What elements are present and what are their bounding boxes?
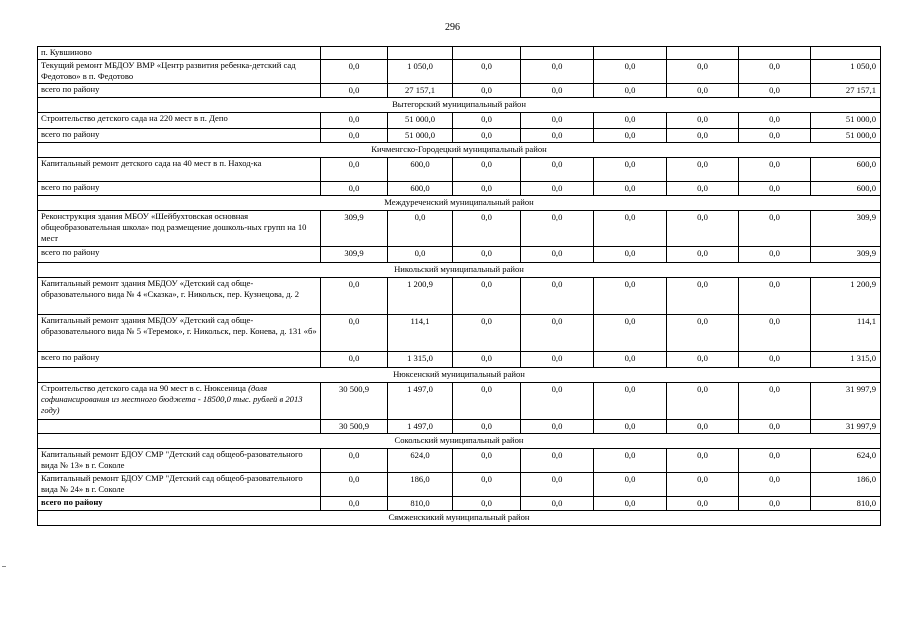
value-cell: 0,0 (594, 60, 667, 84)
budget-table (37, 46, 881, 526)
row-label: Капитальный ремонт БДОУ СМР "Детский сад общеоб-разовательного вида № 24» в г. Соколе (41, 473, 303, 494)
row-label: Реконструкция здания МБОУ «Шейбухтовская основная общеобразовательная школа» под размещение дошколь-ных групп на 10 мест (41, 211, 307, 243)
value-cell: 0,0 (739, 247, 811, 263)
value-cell: 1 200,9 (811, 278, 881, 315)
value-cell: 0,0 (739, 211, 811, 247)
value-cell: 31 997,9 (811, 420, 881, 434)
value-cell: 0,0 (667, 60, 739, 84)
value-cell: 0,0 (453, 158, 521, 182)
district-header-row (38, 263, 881, 278)
district-total-row (38, 420, 881, 434)
district-header-row (38, 98, 881, 113)
value-cell: 0,0 (453, 113, 521, 129)
project-name-cell (38, 473, 321, 497)
value-cell (321, 47, 388, 60)
value-cell: 600,0 (811, 182, 881, 196)
value-cell (594, 47, 667, 60)
value-cell: 0,0 (667, 383, 739, 420)
value-cell: 309,9 (811, 247, 881, 263)
value-cell: 0,0 (453, 497, 521, 511)
value-cell: 1 315,0 (388, 352, 453, 368)
value-cell: 0,0 (521, 60, 594, 84)
value-cell: 0,0 (521, 315, 594, 352)
value-cell: 0,0 (521, 383, 594, 420)
total-label-cell (38, 182, 321, 196)
value-cell: 0,0 (453, 60, 521, 84)
value-cell: 1 050,0 (388, 60, 453, 84)
value-cell: 0,0 (594, 420, 667, 434)
value-cell: 51 000,0 (811, 129, 881, 143)
value-cell: 0,0 (739, 352, 811, 368)
value-cell: 0,0 (321, 60, 388, 84)
row-label: Строительство детского сада на 220 мест в п. Депо (41, 113, 228, 123)
value-cell: 0,0 (321, 129, 388, 143)
district-total-row (38, 129, 881, 143)
district-total-row (38, 497, 881, 511)
value-cell: 0,0 (453, 383, 521, 420)
row-label: всего по району (41, 129, 100, 139)
table-row (38, 113, 881, 129)
table-row (38, 473, 881, 497)
project-name-cell (38, 315, 321, 352)
project-name-cell (38, 278, 321, 315)
value-cell: 0,0 (453, 182, 521, 196)
value-cell: 0,0 (453, 84, 521, 98)
table-row (38, 47, 881, 60)
value-cell: 0,0 (388, 211, 453, 247)
row-label: всего по району (41, 84, 100, 94)
district-total-row (38, 247, 881, 263)
value-cell: 0,0 (453, 352, 521, 368)
value-cell: 51 000,0 (388, 129, 453, 143)
table-row (38, 449, 881, 473)
value-cell: 0,0 (667, 182, 739, 196)
district-name: Междуреченский муниципальный район (38, 196, 881, 211)
value-cell: 0,0 (453, 449, 521, 473)
table-row (38, 211, 881, 247)
value-cell: 0,0 (594, 278, 667, 315)
value-cell: 0,0 (667, 113, 739, 129)
value-cell: 0,0 (521, 182, 594, 196)
value-cell: 0,0 (521, 158, 594, 182)
value-cell: 30 500,9 (321, 420, 388, 434)
value-cell: 600,0 (388, 158, 453, 182)
value-cell: 0,0 (739, 497, 811, 511)
project-name-cell (38, 449, 321, 473)
table-row (38, 278, 881, 315)
value-cell: 0,0 (667, 473, 739, 497)
page-number: 296 (445, 22, 460, 33)
project-name-cell (38, 113, 321, 129)
row-label: Текущий ремонт МБДОУ ВМР «Центр развития ребенка-детский сад Федотово» в п. Федотово (41, 60, 296, 81)
value-cell: 0,0 (521, 473, 594, 497)
value-cell: 0,0 (521, 247, 594, 263)
value-cell: 624,0 (388, 449, 453, 473)
value-cell: 0,0 (667, 315, 739, 352)
value-cell: 0,0 (667, 352, 739, 368)
row-label: Капитальный ремонт БДОУ СМР "Детский сад общеоб-разовательного вида № 13» в г. Соколе (41, 449, 303, 470)
project-name-cell (38, 47, 321, 60)
value-cell: 0,0 (739, 383, 811, 420)
value-cell: 0,0 (739, 158, 811, 182)
district-name: Никольский муниципальный район (38, 263, 881, 278)
value-cell: 0,0 (521, 497, 594, 511)
value-cell: 1 497,0 (388, 420, 453, 434)
value-cell: 0,0 (594, 129, 667, 143)
row-label: всего по району (41, 497, 103, 507)
value-cell (388, 47, 453, 60)
value-cell: 0,0 (453, 315, 521, 352)
value-cell: 0,0 (594, 352, 667, 368)
value-cell: 0,0 (739, 473, 811, 497)
row-label: Капитальный ремонт здания МБДОУ «Детский сад обще-образовательного вида № 5 «Теремок», г. Никольск, пер. Конева, д. 131 «б» (41, 315, 317, 336)
value-cell: 810,0 (811, 497, 881, 511)
value-cell: 0,0 (521, 129, 594, 143)
value-cell: 0,0 (739, 113, 811, 129)
value-cell: 0,0 (521, 352, 594, 368)
value-cell: 0,0 (667, 84, 739, 98)
value-cell: 600,0 (388, 182, 453, 196)
project-name-cell (38, 158, 321, 182)
district-total-row (38, 352, 881, 368)
value-cell: 309,9 (321, 211, 388, 247)
value-cell: 0,0 (594, 449, 667, 473)
margin-mark (2, 566, 6, 567)
total-label-cell (38, 247, 321, 263)
project-name-cell (38, 383, 321, 420)
value-cell: 1 315,0 (811, 352, 881, 368)
value-cell: 600,0 (811, 158, 881, 182)
value-cell: 0,0 (739, 60, 811, 84)
value-cell: 624,0 (811, 449, 881, 473)
value-cell: 0,0 (321, 352, 388, 368)
value-cell: 0,0 (453, 129, 521, 143)
row-label: Капитальный ремонт детского сада на 40 мест в п. Наход-ка (41, 158, 262, 168)
value-cell: 114,1 (388, 315, 453, 352)
value-cell: 0,0 (453, 211, 521, 247)
table-row (38, 158, 881, 182)
value-cell: 309,9 (321, 247, 388, 263)
value-cell: 0,0 (739, 315, 811, 352)
row-label: всего по району (41, 247, 100, 257)
row-note: (доля софинансирования из местного бюджета - 18500,0 тыс. рублей в 2013 году) (41, 383, 303, 415)
table-row (38, 383, 881, 420)
row-label: п. Кувшиново (41, 47, 92, 57)
value-cell: 0,0 (594, 247, 667, 263)
row-label: Строительство детского сада на 90 мест в с. Нюксеница (41, 383, 246, 393)
value-cell: 0,0 (321, 84, 388, 98)
value-cell (667, 47, 739, 60)
district-header-row (38, 368, 881, 383)
value-cell: 0,0 (521, 420, 594, 434)
value-cell: 0,0 (594, 383, 667, 420)
value-cell: 0,0 (739, 84, 811, 98)
row-label: всего по району (41, 352, 100, 362)
value-cell: 186,0 (388, 473, 453, 497)
value-cell: 114,1 (811, 315, 881, 352)
value-cell: 810,0 (388, 497, 453, 511)
value-cell: 0,0 (521, 84, 594, 98)
value-cell: 0,0 (521, 278, 594, 315)
value-cell: 0,0 (667, 129, 739, 143)
row-label: всего по району (41, 182, 100, 192)
value-cell: 0,0 (739, 420, 811, 434)
value-cell: 1 497,0 (388, 383, 453, 420)
value-cell: 0,0 (521, 449, 594, 473)
value-cell: 0,0 (321, 473, 388, 497)
table-row (38, 315, 881, 352)
value-cell: 31 997,9 (811, 383, 881, 420)
total-label-cell (38, 352, 321, 368)
table-row (38, 60, 881, 84)
value-cell: 0,0 (321, 113, 388, 129)
value-cell: 0,0 (739, 449, 811, 473)
value-cell: 0,0 (453, 278, 521, 315)
total-label-cell (38, 497, 321, 511)
district-header-row (38, 143, 881, 158)
value-cell: 27 157,1 (811, 84, 881, 98)
value-cell: 27 157,1 (388, 84, 453, 98)
district-name: Сокольский муниципальный район (38, 434, 881, 449)
value-cell: 0,0 (321, 449, 388, 473)
project-name-cell (38, 211, 321, 247)
value-cell: 0,0 (453, 473, 521, 497)
value-cell: 0,0 (667, 247, 739, 263)
value-cell: 0,0 (739, 129, 811, 143)
total-label-cell (38, 84, 321, 98)
project-name-cell (38, 60, 321, 84)
district-name: Кичменгско-Городецкий муниципальный район (38, 143, 881, 158)
value-cell: 0,0 (594, 113, 667, 129)
value-cell: 0,0 (594, 497, 667, 511)
value-cell: 0,0 (321, 497, 388, 511)
value-cell: 51 000,0 (388, 113, 453, 129)
value-cell: 0,0 (521, 211, 594, 247)
value-cell: 51 000,0 (811, 113, 881, 129)
value-cell: 1 200,9 (388, 278, 453, 315)
district-header-row (38, 511, 881, 526)
value-cell: 0,0 (321, 278, 388, 315)
value-cell: 0,0 (667, 158, 739, 182)
value-cell: 0,0 (321, 158, 388, 182)
value-cell: 0,0 (667, 211, 739, 247)
value-cell: 0,0 (321, 315, 388, 352)
value-cell (453, 47, 521, 60)
value-cell (811, 47, 881, 60)
value-cell: 0,0 (321, 182, 388, 196)
value-cell: 0,0 (667, 449, 739, 473)
value-cell: 0,0 (594, 211, 667, 247)
district-header-row (38, 196, 881, 211)
value-cell: 0,0 (453, 420, 521, 434)
value-cell: 1 050,0 (811, 60, 881, 84)
district-header-row (38, 434, 881, 449)
value-cell: 0,0 (594, 84, 667, 98)
value-cell: 0,0 (388, 247, 453, 263)
value-cell: 0,0 (667, 497, 739, 511)
district-name: Сямженскикий муниципальный район (38, 511, 881, 526)
total-label-cell (38, 420, 321, 434)
value-cell: 309,9 (811, 211, 881, 247)
district-total-row (38, 182, 881, 196)
value-cell: 0,0 (521, 113, 594, 129)
value-cell: 186,0 (811, 473, 881, 497)
value-cell: 0,0 (739, 278, 811, 315)
district-name: Нюксенский муниципальный район (38, 368, 881, 383)
value-cell: 30 500,9 (321, 383, 388, 420)
value-cell: 0,0 (594, 158, 667, 182)
total-label-cell (38, 129, 321, 143)
value-cell: 0,0 (453, 247, 521, 263)
value-cell: 0,0 (739, 182, 811, 196)
value-cell: 0,0 (667, 278, 739, 315)
value-cell (521, 47, 594, 60)
value-cell: 0,0 (667, 420, 739, 434)
value-cell: 0,0 (594, 315, 667, 352)
value-cell (739, 47, 811, 60)
district-name: Вытегорский муниципальный район (38, 98, 881, 113)
row-label: Капитальный ремонт здания МБДОУ «Детский сад обще-образовательного вида № 4 «Сказка», г. Никольск, пер. Кузнецова, д. 2 (41, 278, 300, 299)
value-cell: 0,0 (594, 182, 667, 196)
value-cell: 0,0 (594, 473, 667, 497)
district-total-row (38, 84, 881, 98)
